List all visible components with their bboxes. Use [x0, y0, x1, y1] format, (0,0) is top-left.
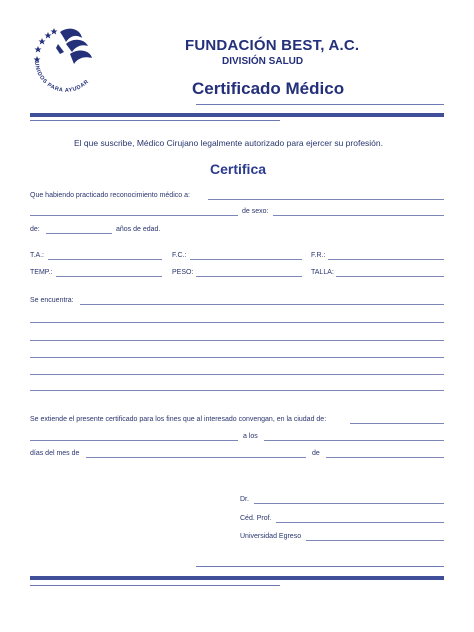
field-encuentra-4[interactable] [30, 357, 444, 358]
foundation-name: FUNDACIÓN BEST, A.C. [185, 37, 360, 54]
field-patient-name-cont[interactable] [30, 215, 238, 216]
label-edad: años de edad. [116, 226, 161, 233]
label-encuentra: Se encuentra: [30, 297, 74, 304]
label-temp: TEMP.: [30, 269, 53, 276]
header-rule-thin-left [30, 120, 280, 121]
field-talla[interactable] [336, 276, 444, 277]
label-dr: Dr. [240, 496, 249, 503]
label-extiende: Se extiende el presente certificado para los fines que al interesado convengan, en la ciudad de: [30, 416, 327, 423]
field-mes[interactable] [86, 457, 306, 458]
document-title: Certificado Médico [192, 79, 345, 98]
footer-rule-thin-top [196, 566, 444, 567]
field-ciudad[interactable] [350, 423, 444, 424]
field-encuentra-5[interactable] [30, 374, 444, 375]
field-sexo[interactable] [273, 215, 444, 216]
field-patient-name[interactable] [208, 199, 444, 200]
field-ciudad-cont[interactable] [30, 440, 238, 441]
field-encuentra-3[interactable] [30, 340, 444, 341]
label-sexo: de sexo: [242, 208, 269, 215]
label-peso: PESO: [172, 269, 194, 276]
field-peso[interactable] [196, 276, 302, 277]
field-ced-prof[interactable] [276, 522, 444, 523]
label-talla: TALLA: [311, 269, 334, 276]
division-name: DIVISIÓN SALUD [222, 56, 304, 67]
intro-statement: El que suscribe, Médico Cirujano legalmente autorizado para ejercer su profesión. [74, 138, 384, 148]
footer-rule-thick [30, 576, 444, 580]
field-fc[interactable] [190, 259, 302, 260]
header-rule-thick [30, 113, 444, 117]
field-ta[interactable] [48, 259, 162, 260]
label-reconocimiento: Que habiendo practicado reconocimiento médico a: [30, 192, 190, 199]
field-encuentra-2[interactable] [30, 322, 444, 323]
label-ced-prof: Céd. Prof. [240, 515, 272, 522]
field-encuentra-1[interactable] [80, 304, 444, 305]
foundation-logo [30, 24, 104, 94]
field-encuentra-6[interactable] [30, 390, 444, 391]
field-anio[interactable] [326, 457, 444, 458]
field-dr[interactable] [254, 503, 444, 504]
label-de: de: [30, 226, 40, 233]
stars-icon [34, 28, 58, 63]
label-a-los: a los [243, 433, 258, 440]
certifica-heading: Certifica [210, 161, 267, 177]
field-dias[interactable] [264, 440, 444, 441]
field-fr[interactable] [328, 259, 444, 260]
field-edad[interactable] [46, 233, 112, 234]
label-de-anio: de [312, 450, 320, 457]
field-temp[interactable] [56, 276, 162, 277]
label-ta: T.A.: [30, 252, 45, 259]
label-dias-mes: días del mes de [30, 450, 80, 457]
svg-text:UNIDOS PARA AYUDAR: UNIDOS PARA AYUDAR [33, 61, 91, 94]
label-fc: F.C.: [172, 252, 187, 259]
hands-emblem-icon [56, 29, 92, 64]
field-universidad[interactable] [306, 540, 444, 541]
footer-rule-thin-bottom [30, 585, 280, 586]
label-fr: F.R.: [311, 252, 326, 259]
label-universidad: Universidad Egreso [240, 533, 302, 540]
header-rule-thin [196, 104, 444, 105]
